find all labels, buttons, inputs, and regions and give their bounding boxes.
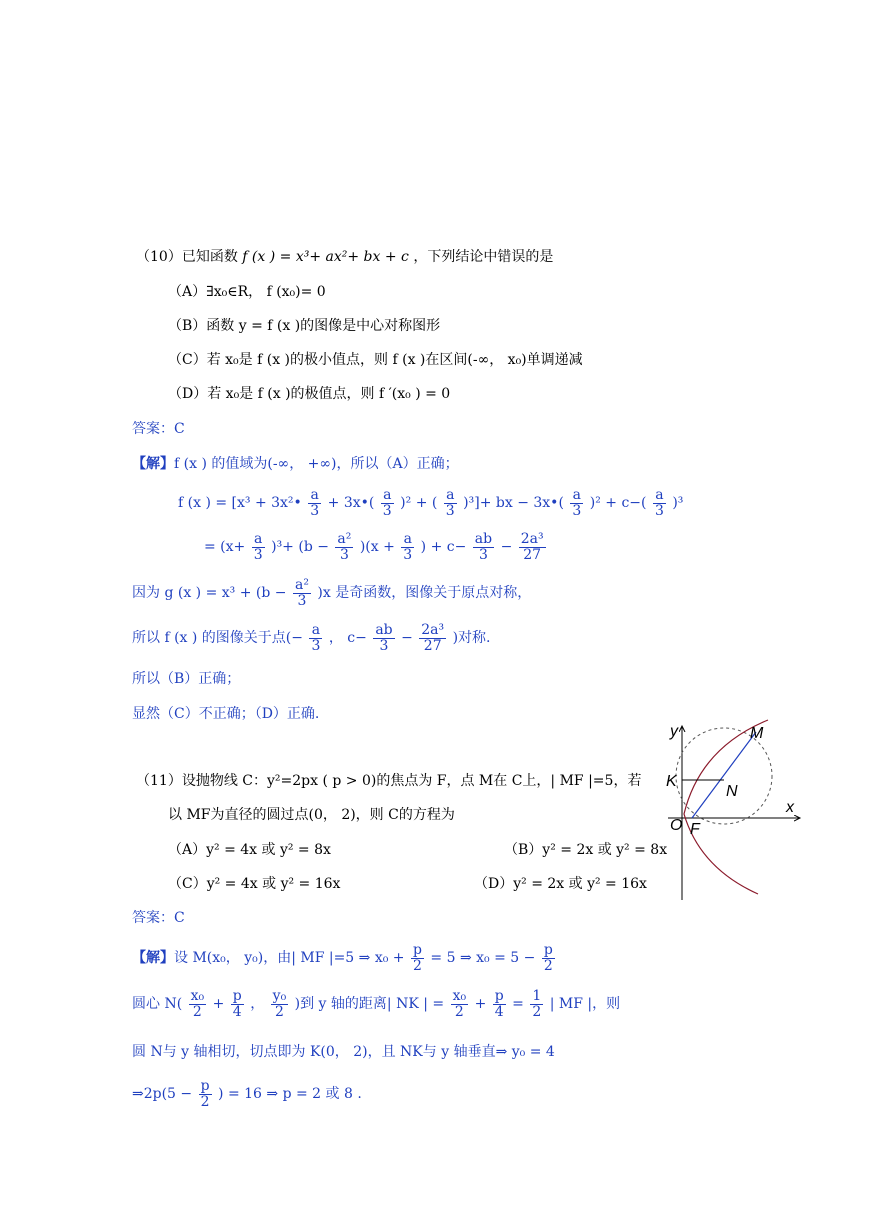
- label-n: N: [726, 783, 738, 800]
- expr-text: 所以 f (x ) 的图像关于点(−: [132, 630, 303, 646]
- fraction: [381, 488, 394, 519]
- denominator: 3: [445, 502, 455, 519]
- label-y: y: [670, 723, 678, 740]
- fraction: [335, 532, 353, 563]
- expr-text: ⇒2p(5 −: [132, 1086, 193, 1102]
- denominator: 2: [543, 957, 553, 974]
- fraction: [411, 943, 424, 974]
- q11-stem-line1: （11）设抛物线 C：y²=2px ( p > 0)的焦点为 F，点 M在 C上，| MF |=5，若: [136, 773, 642, 789]
- q11-option-d: （D）y² = 2x 或 y² = 16x: [474, 876, 647, 892]
- numerator: ab: [474, 530, 493, 547]
- numerator: p: [494, 987, 504, 1004]
- expr-text: )³: [672, 495, 684, 511]
- q11-option-a: （A）y² = 4x 或 y² = 8x: [168, 842, 331, 858]
- expr-text: )到 y 轴的距离| NK | =: [294, 996, 445, 1012]
- fraction: [308, 488, 321, 519]
- expr-text: + 3x•(: [327, 495, 375, 511]
- expr-text: 因为 g (x ) = x³ + (b −: [132, 585, 287, 601]
- parabola-figure: [660, 718, 810, 904]
- expr-text: )x 是奇函数，图像关于原点对称，: [317, 585, 532, 601]
- denominator: 2: [532, 1003, 542, 1020]
- denominator: 3: [379, 637, 389, 654]
- fraction: [373, 623, 394, 654]
- fraction: [309, 623, 322, 654]
- q10-expansion-1: [178, 484, 683, 522]
- expr-text: ) = 16 ⇒ p = 2 或 8 .: [218, 1086, 362, 1102]
- denominator: 2: [192, 1003, 202, 1020]
- numerator: x₀: [452, 987, 467, 1004]
- q10-range-text: f (x ) 的值域为(-∞， +∞)，所以（A）正确；: [174, 456, 459, 472]
- fraction: [444, 488, 457, 519]
- q11-stem-line2: 以 MF为直径的圆过点(0， 2)，则 C的方程为: [168, 807, 455, 823]
- expr-text: ， c−: [328, 630, 367, 646]
- label-x: x: [786, 799, 794, 816]
- numerator: a²: [337, 530, 352, 547]
- fraction: [271, 989, 289, 1020]
- numerator: 2a³: [520, 530, 544, 547]
- numerator: p: [543, 941, 553, 958]
- expr-text: +: [212, 996, 225, 1012]
- denominator: 3: [310, 502, 320, 519]
- expr-text: ) + c−: [420, 539, 467, 555]
- expr-text: 设 M(x₀， y₀)，由| MF |=5 ⇒ x₀ +: [174, 950, 405, 966]
- denominator: 3: [403, 546, 413, 563]
- label-f: F: [690, 821, 700, 838]
- q10-stem-prefix: （10）已知函数: [136, 249, 238, 265]
- numerator: a: [252, 532, 265, 548]
- expr-text: −: [500, 539, 513, 555]
- numerator: ab: [375, 621, 393, 638]
- numerator: p: [412, 941, 422, 958]
- q11-solution-line2: [132, 986, 620, 1022]
- numerator: a: [401, 532, 414, 548]
- fraction: [231, 989, 244, 1020]
- q10-answer: 答案：C: [132, 421, 185, 437]
- expr-text: = 5 ⇒ x₀ = 5 −: [430, 950, 536, 966]
- segment-mf: [692, 732, 756, 818]
- numerator: y₀: [272, 987, 287, 1004]
- numerator: a: [570, 488, 583, 504]
- numerator: x₀: [190, 987, 205, 1004]
- denominator: 27: [423, 637, 442, 654]
- fraction: [293, 578, 311, 609]
- q10-conclusion: 显然（C）不正确；（D）正确.: [132, 706, 320, 722]
- label-k: K: [666, 773, 677, 790]
- q10-expansion-2: [204, 528, 548, 566]
- expr-text: ，: [250, 996, 265, 1012]
- q10-b-correct: 所以（B）正确；: [132, 671, 241, 687]
- denominator: 2: [274, 1003, 284, 1020]
- denominator: 4: [232, 1003, 242, 1020]
- fraction: [401, 532, 414, 563]
- fraction: [493, 989, 506, 1020]
- expr-text: )³+ (b −: [271, 539, 329, 555]
- denominator: 3: [311, 637, 321, 654]
- q10-stem-suffix: ，下列结论中错误的是: [413, 249, 554, 265]
- numerator: 2a³: [421, 621, 445, 638]
- q11-solution-line3: 圆 N与 y 轴相切，切点即为 K(0， 2)，且 NK与 y 轴垂直⇒ y₀ = 4: [132, 1044, 555, 1060]
- q10-solution-line1: [132, 454, 459, 474]
- label-m: M: [750, 725, 764, 742]
- denominator: 3: [253, 546, 263, 563]
- fraction: [419, 623, 446, 654]
- q10-stem: [136, 247, 553, 267]
- expr-text: )² + (: [400, 495, 438, 511]
- q10-symmetry-line: [132, 619, 491, 657]
- numerator: p: [200, 1077, 210, 1094]
- numerator: a: [653, 488, 666, 504]
- q11-option-c: （C）y² = 4x 或 y² = 16x: [168, 876, 341, 892]
- parabola-curve: [684, 720, 768, 894]
- expr-text: )对称.: [452, 630, 491, 646]
- denominator: 3: [572, 502, 582, 519]
- numerator: a: [444, 488, 457, 504]
- expr-text: )(x +: [359, 539, 395, 555]
- q11-option-b: （B）y² = 2x 或 y² = 8x: [504, 842, 668, 858]
- numerator: a²: [294, 576, 309, 593]
- denominator: 3: [297, 592, 307, 609]
- expr-text: +: [474, 996, 487, 1012]
- denominator: 2: [200, 1093, 210, 1110]
- denominator: 3: [478, 546, 488, 563]
- denominator: 27: [523, 546, 542, 563]
- solution-tag: 【解】: [132, 456, 174, 472]
- denominator: 4: [494, 1003, 504, 1020]
- label-o: O: [670, 817, 683, 834]
- denominator: 3: [654, 502, 664, 519]
- fraction: [570, 488, 583, 519]
- fraction: [473, 532, 494, 563]
- denominator: 2: [454, 1003, 464, 1020]
- numerator: 1: [532, 987, 542, 1004]
- expr-text: =: [512, 996, 524, 1012]
- q10-option-c: （C）若 x₀是 f (x )的极小值点，则 f (x )在区间(-∞， x₀)单调递减: [168, 352, 583, 368]
- fraction: [252, 532, 265, 563]
- q11-solution-line4: [132, 1076, 362, 1112]
- q11-answer: 答案：C: [132, 910, 185, 926]
- fraction: [451, 989, 469, 1020]
- denominator: 3: [339, 546, 349, 563]
- fraction: [199, 1079, 212, 1110]
- q10-option-d: （D）若 x₀是 f (x )的极值点，则 f ′(x₀ ) = 0: [168, 386, 451, 402]
- expr-text: = (x+: [204, 539, 246, 555]
- expr-text: | MF |，则: [549, 996, 621, 1012]
- q10-function: f (x ) = x³+ ax²+ bx + c: [242, 249, 409, 265]
- q10-option-b: （B）函数 y = f (x )的图像是中心对称图形: [168, 318, 441, 334]
- expr-text: 圆心 N(: [132, 996, 183, 1012]
- fraction: [530, 989, 543, 1020]
- numerator: a: [309, 623, 322, 639]
- expr-text: )² + c−(: [589, 495, 647, 511]
- fraction: [189, 989, 207, 1020]
- fraction: [653, 488, 666, 519]
- fraction: [542, 943, 555, 974]
- numerator: p: [232, 987, 242, 1004]
- q10-option-a: （A）∃x₀∈R， f (x₀)= 0: [168, 284, 326, 300]
- fraction: [519, 532, 546, 563]
- numerator: a: [308, 488, 321, 504]
- numerator: a: [381, 488, 394, 504]
- expr-text: −: [401, 630, 413, 646]
- q10-odd-function-line: [132, 574, 531, 612]
- expr-text: f (x ) = [x³ + 3x²•: [178, 495, 302, 511]
- denominator: 2: [413, 957, 422, 974]
- q11-solution-line1: [132, 940, 557, 976]
- denominator: 3: [382, 502, 392, 519]
- expr-text: )³]+ bx − 3x•(: [463, 495, 564, 511]
- solution-tag: 【解】: [132, 950, 174, 966]
